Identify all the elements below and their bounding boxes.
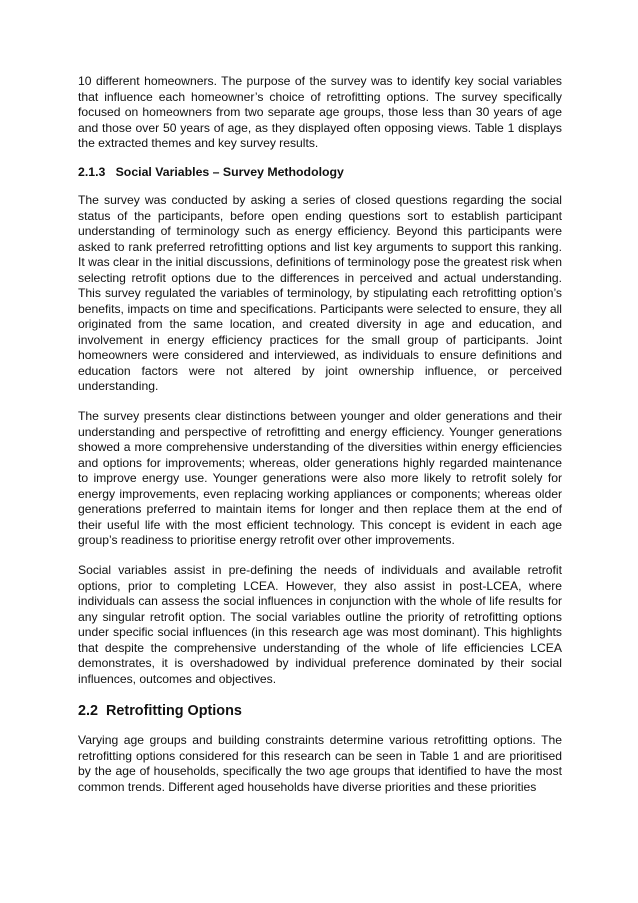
- retrofitting-paragraph: Varying age groups and building constraints determine various retrofitting options. The retrofitting options considered for this research can be seen in Table 1 and are prioritised by the age of households, specifically the two age groups that identified to have the most common trends. Different aged households have diverse priorities and these priorities: [78, 733, 562, 794]
- section-heading-retrofitting-options: 2.2 Retrofitting Options: [78, 703, 242, 719]
- section-heading-survey-methodology: 2.1.3 Social Variables – Survey Methodology: [78, 164, 344, 179]
- distinctions-paragraph: The survey presents clear distinctions between younger and older generations and their understanding and perspective of retrofitting and energy efficiency. Younger generations showed a more comprehensive understanding of the diversities within energy efficiencies and options for improvements; whereas, older generations highly regarded maintenance to improve energy use. Younger generations were also more likely to retrofit solely for energy improvements, even replacing working appliances or components; whereas older generations preferred to maintain items for longer and then replace them at the end of their useful life with the most efficient technology. This concept is evident in each age group’s readiness to prioritise energy retrofit over other improvements.: [78, 409, 562, 547]
- methodology-paragraph: The survey was conducted by asking a series of closed questions regarding the social status of the participants, before open ending questions sort to establish participant understanding of terminology such as energy efficiency. Beyond this participants were asked to rank preferred retrofitting options and list key arguments to support this ranking. It was clear in the initial discussions, definitions of terminology pose the greatest risk when selecting retrofit options due to the differences in perceived and actual understanding. This survey regulated the variables of terminology, by stipulating each retrofitting option’s benefits, impacts on time and specifications. Participants were selected to ensure, they all originated from the same location, and created diversity in age and education, and involvement in energy efficiency practices for the small group of participants. Joint homeowners were considered and interviewed, as individuals to ensure definitions and education factors were not altered by joint ownership influence, or perceived understanding.: [78, 193, 562, 393]
- intro-paragraph: 10 different homeowners. The purpose of the survey was to identify key social variables that influence each homeowner’s choice of retrofitting options. The survey specifically focused on homeowners from two separate age groups, those less than 30 years of age and those over 50 years of age, as they displayed often opposing views. Table 1 displays the extracted themes and key survey results.: [78, 74, 562, 150]
- social-variables-paragraph: Social variables assist in pre-defining the needs of individuals and available retrofit options, prior to completing LCEA. However, they also assist in post-LCEA, where individuals can assess the social influences in conjunction with the whole of life results for any singular retrofit option. The social variables outline the priority of retrofitting options under specific social influences (in this research age was most dominant). This highlights that despite the comprehensive understanding of the whole of life efficiencies LCEA demonstrates, it is overshadowed by individual preference dominated by their social influences, outcomes and objectives.: [78, 563, 562, 686]
